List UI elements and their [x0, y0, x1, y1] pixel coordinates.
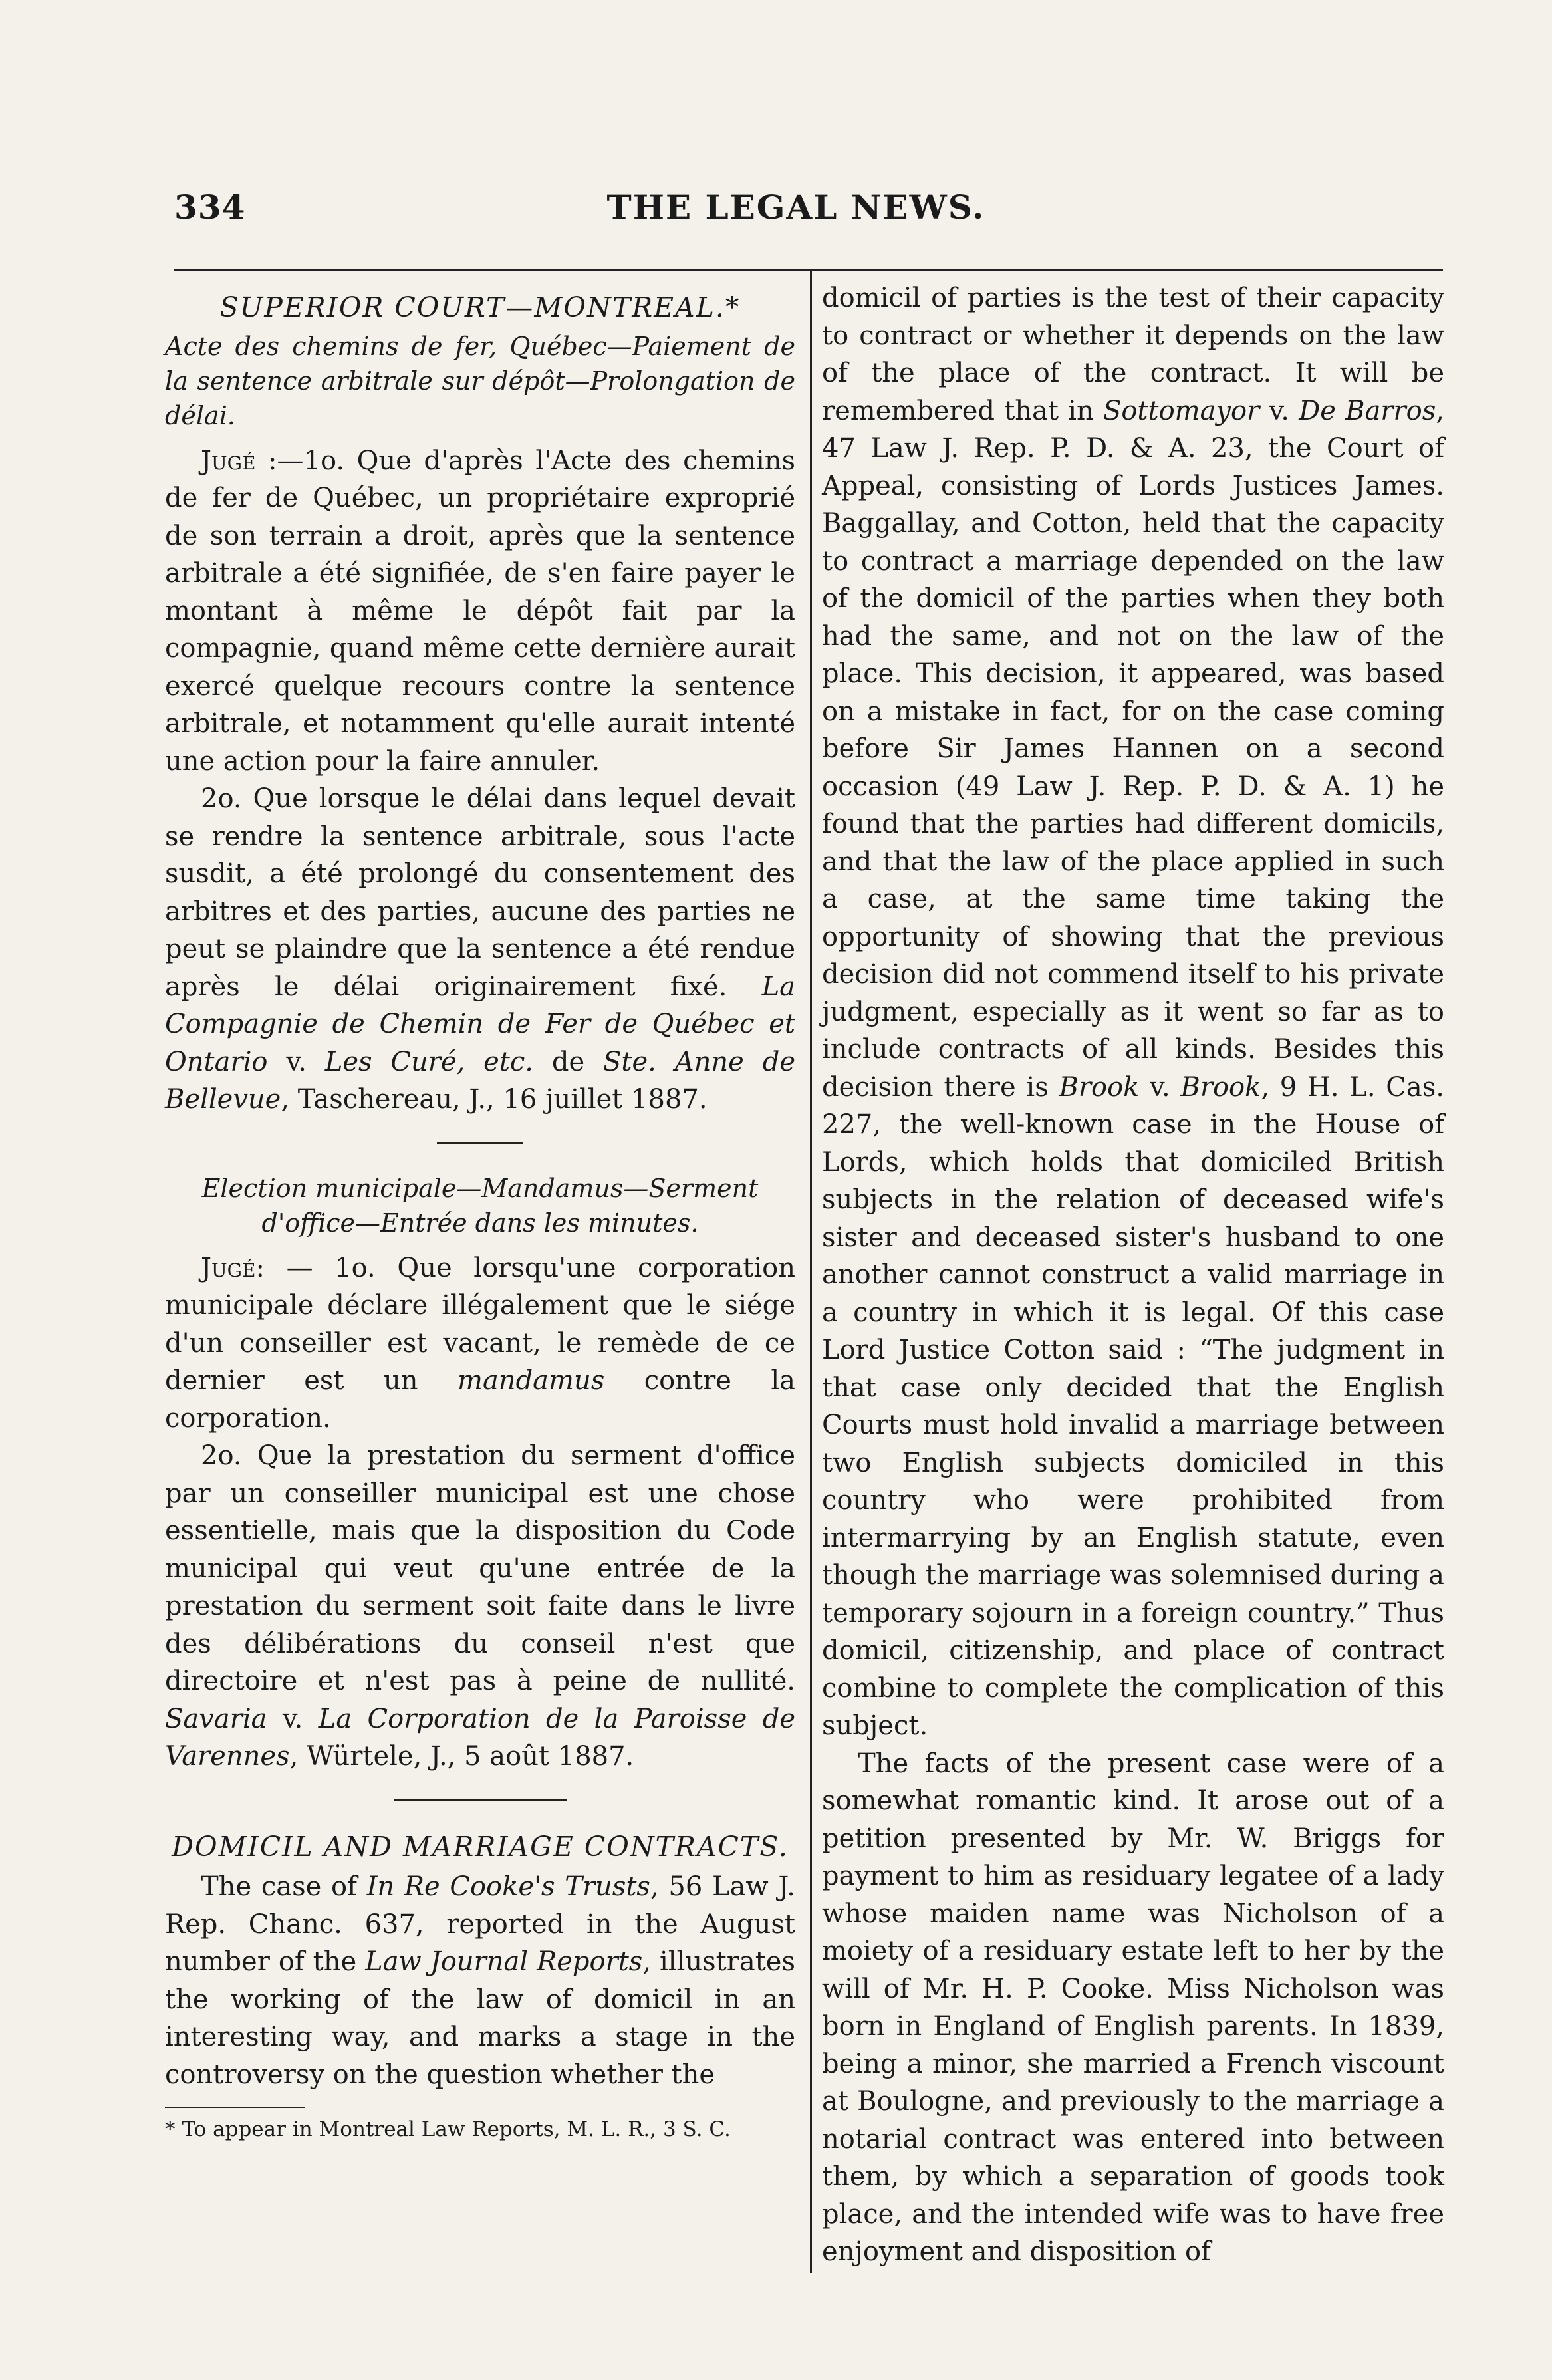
section-heading-superior-court: SUPERIOR COURT—MONTREAL.*	[219, 291, 741, 323]
paragraph: The facts of the present case were of a somewhat romantic kind. It arose out of a petition presented by Mr. W. Briggs for payment to him as residuary legatee of a lady whose maiden name was Nicholson of a moiety of a residuary estate left to her by the will of Mr. H. P. Cooke. Miss Nicholson was born in England of English parents. In 1839, being a minor, she married a French viscount at Boulogne, and previously to the marriage a notarial contract was entered into between them, by which a separation of goods took place, and the intended wife was to have free enjoyment and disposition of	[822, 1748, 1444, 2267]
case-name: Savaria	[165, 1703, 267, 1734]
page-number: 334	[174, 188, 246, 227]
left-column	[165, 279, 795, 2144]
right-column	[822, 279, 1444, 2271]
case-name: Les Curé, etc.	[324, 1046, 534, 1077]
juge-label: Jugé	[201, 445, 256, 476]
publication-name: Law Journal Reports	[365, 1946, 643, 1977]
column-divider	[810, 271, 812, 2273]
paragraph: Jugé :—1o. Que d'après l'Acte des chemins de fer de Québec, un propriétaire exproprié de son terrain a droit, après que la sentence arbitrale a été signifiée, de s'en faire payer le montant à même le dépôt fait par la compagnie, quand même cette dernière aurait exercé quelque recours contre la sentence arbitrale, et notamment qu'elle aurait intenté une action pour la faire annuler.	[165, 445, 795, 777]
section-separator	[394, 1799, 567, 1801]
case-name: La Corporation de la Paroisse de Varennes	[165, 1703, 795, 1772]
case-name: In Re Cooke's Trusts	[366, 1871, 650, 1902]
section-separator	[437, 1142, 523, 1144]
section-subheading-railway: Acte des chemins de fer, Québec—Paiement de la sentence arbitrale sur dépôt—Prolongation de délai.	[165, 331, 795, 430]
case-name: Brook	[1059, 1071, 1140, 1103]
footnote-rule	[165, 2107, 305, 2108]
paragraph: The case of In Re Cooke's Trusts, 56 Law J. Rep. Chanc. 637, reported in the August number of the Law Journal Reports, illustrates the working of the law of domicil in an interesting way, and marks a stage in the controversy on the question whether the	[165, 1871, 795, 2090]
section-subheading-election: Election municipale—Mandamus—Serment d'office—Entrée dans les minutes.	[201, 1173, 759, 1238]
case-name: De Barros	[1299, 395, 1436, 426]
paragraph: 2o. Que la prestation du serment d'office par un conseiller municipal est une chose essentielle, mais que la disposition du Code municipal qui veut qu'une entrée de la prestation du serment soit faite dans le livre des délibérations du conseil n'est que directoire et n'est pas à peine de nullité. Savaria v. La Corporation de la Paroisse de Varennes, Würtele, J., 5 août 1887.	[165, 1440, 795, 1772]
paragraph: domicil of parties is the test of their capacity to contract or whether it depends on the law of the place of the contract. It will be remembered that in Sottomayor v. De Barros, 47 Law J. Rep. P. D. & A. 23, the Court of Appeal, consisting of Lords Justices James. Baggallay, and Cotton, held that the capacity to contract a marriage depended on the law of the domicil of the parties when they both had the same, and not on the law of the place. This decision, it appeared, was based on a mistake in fact, for on the case coming before Sir James Hannen on a second occasion (49 Law J. Rep. P. D. & A. 1) he found that the parties had different domicils, and that the law of the place applied in such a case, at the same time taking the opportunity of showing that the previous decision did not commend itself to his private judgment, especially as it went so far as to include contracts of all kinds. Besides this decision there is Brook v. Brook, 9 H. L. Cas. 227, the well-known case in the House of Lords, which holds that domiciled British subjects in the relation of deceased wife's sister and deceased sister's husband to one another cannot construct a valid marriage in a country in which it is legal. Of this case Lord Justice Cotton said : “The judgment in that case only decided that the English Courts must hold invalid a marriage between two English subjects domiciled in this country who were prohibited from intermarrying by an English statute, even though the marriage was solemnised during a temporary sojourn in a foreign country.” Thus domicil, citizenship, and place of contract combine to complete the complication of this subject.	[822, 283, 1445, 1741]
paragraph: Jugé: — 1o. Que lorsqu'une corporation municipale déclare illégalement que le siége d'un conseiller est vacant, le remède de ce dernier est un mandamus contre la corporation.	[165, 1252, 795, 1434]
case-name: Brook	[1180, 1071, 1261, 1103]
paragraph: 2o. Que lorsque le délai dans lequel devait se rendre la sentence arbitrale, sous l'acte susdit, a été prolongé du consentement des arbitres et des parties, aucune des parties ne peut se plaindre que la sentence a été rendue après le délai originairement fixé. La Compagnie de Chemin de Fer de Québec et Ontario v. Les Curé, etc. de Ste. Anne de Bellevue, Taschereau, J., 16 juillet 1887.	[165, 783, 795, 1115]
case-name: La Compagnie de Chemin de Fer de Québec et Ontario	[165, 971, 795, 1077]
case-name: Sottomayor	[1102, 395, 1260, 426]
footnote: * To appear in Montreal Law Reports, M. L. R., 3 S. C.	[165, 2117, 731, 2141]
header-rule	[174, 269, 1443, 271]
section-heading-domicil: DOMICIL AND MARRIAGE CONTRACTS.	[172, 1830, 789, 1863]
juge-label: Jugé	[201, 1252, 256, 1283]
place-name: Ste. Anne de Bellevue	[165, 1046, 795, 1115]
running-title: THE LEGAL NEWS.	[606, 188, 985, 227]
